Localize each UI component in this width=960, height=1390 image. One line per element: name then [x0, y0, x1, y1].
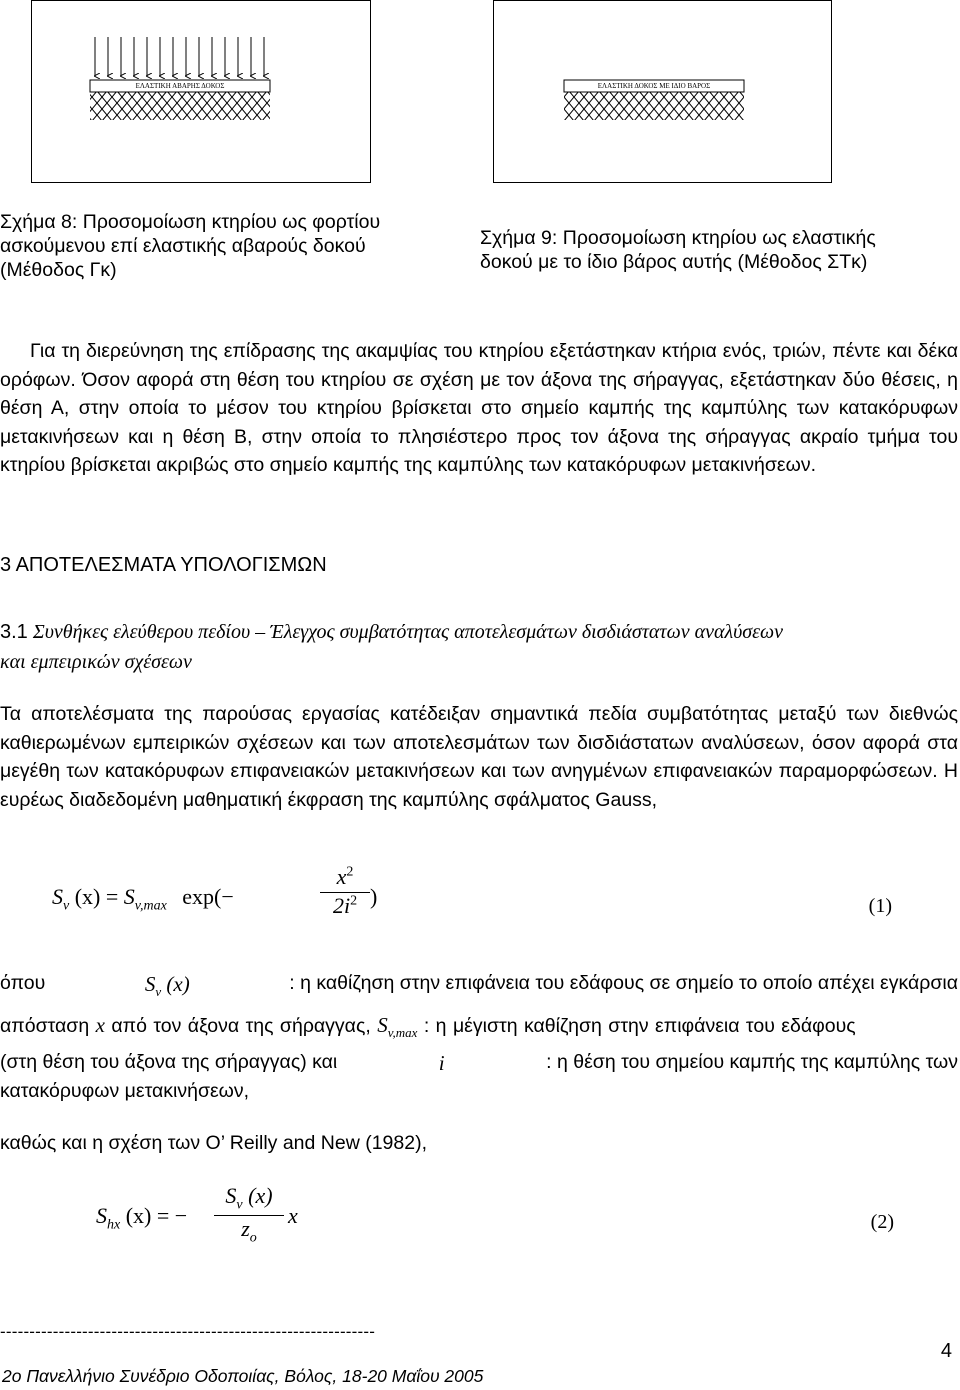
load-arrows [95, 37, 264, 76]
figure-8-drawing [32, 1, 370, 182]
figure-9 [493, 0, 832, 183]
beam-label: ΕΛΑΣΤΙΚΗ ΑΒΑΡΗΣ ΔΟΚΟΣ [135, 82, 225, 90]
spring-hatching [564, 92, 744, 120]
footer-rule: ---------------------------------------------------------------- [0, 1322, 376, 1341]
oreilly-line: καθώς και η σχέση των O’ Reilly and New (1982), [0, 1132, 428, 1154]
section-3-heading: 3 ΑΠΟΤΕΛΕΣΜΑΤΑ ΥΠΟΛΟΓΙΣΜΩΝ [0, 554, 327, 576]
paragraph-1: Για τη διερεύνηση της επίδρασης της ακαμψίας του κτηρίου εξετάστηκαν κτήρια ενός, τριών, πέντε και δέκα ορόφων. Όσον αφορά στη θέση του κτηρίου σε σχέση με τον άξονα της σήραγγας, εξετάστηκαν δύο θέσεις, η θέση Α, στην οποία το μέσον του κτηρίου βρίσκεται στο σημείο καμπής της καμπύλης των κατακόρυφων μετακινήσεων και η θέση Β, στην οποία το πλησιέστερο προς τον άξονα της σήραγγας ακραίο τμήμα του κτηρίου βρίσκεται ακριβώς στο σημείο καμπής της καμπύλης των κατακόρυφων μετακινήσεων. [0, 340, 958, 477]
where-line-2: απόσταση x από τον άξονα της σήραγγας, $S_{v,max}$ : η μέγιστη καθίζηση στην επιφάνεια του εδάφους [0, 1013, 856, 1041]
beam-label: ΕΛΑΣΤΙΚΗ ΔΟΚΟΣ ΜΕ ΙΔΙΟ ΒΑΡΟΣ [597, 82, 711, 90]
figure-8-caption: Σχήμα 8: Προσομοίωση κτηρίου ως φορτίου ασκούμενου επί ελαστικής αβαρούς δοκού (Μέθοδος Γκ) [0, 211, 381, 281]
section-3-1-title: Συνθήκες ελεύθερου πεδίου – Έλεγχος συμβατότητας αποτελεσμάτων δισδιάστατων αναλύσεων [32, 621, 784, 643]
equation-1-number: (1) [868, 895, 892, 917]
figure-8 [31, 0, 371, 183]
section-3-1-heading: 3.1 Συνθήκες ελεύθερου πεδίου – Έλεγχος συμβατότητας αποτελεσμάτων δισδιάστατων αναλύσεων και εμπειρικών σχέσεων [0, 621, 784, 673]
figure-9-caption: Σχήμα 9: Προσομοίωση κτηρίου ως ελαστικής δοκού με το ίδιο βάρος αυτής (Μέθοδος ΣΤκ) [480, 227, 876, 273]
where-line-1: όπου $S_v$ (x) : η καθίζηση στην επιφάνεια του εδάφους σε σημείο το οποίο απέχει εγκάρσια [0, 972, 958, 1000]
where-line-3: (στη θέση του άξονα της σήραγγας) και i : η θέση του σημείου καμπής της καμπύλης των [0, 1051, 958, 1075]
footer-text: 2ο Πανελλήνιο Συνέδριο Οδοποιίας, Βόλος, 18-20 Μαΐου 2005 [2, 1366, 484, 1386]
spring-hatching [90, 92, 270, 120]
paragraph-2: Τα αποτελέσματα της παρούσας εργασίας κατέδειξαν σημαντικά πεδία συμβατότητας μεταξύ των διεθνώς καθιερωμένων εμπειρικών σχέσεων και των αποτελεσμάτων των δισδιάστατων αναλύσεων, όσον αφορά στα μεγέθη των κατακόρυφων επιφανειακών μετακινήσεων και των ανηγμένων επιφανειακών παραμορφώσεων. Η ευρέως διαδεδομένη μαθηματική έκφραση της καμπύλης σφάλματος Gauss, [0, 703, 958, 811]
figure-9-drawing [494, 1, 831, 182]
equation-2-number: (2) [870, 1211, 894, 1233]
page-number: 4 [940, 1340, 952, 1362]
where-line-4: κατακόρυφων μετακινήσεων, [0, 1080, 250, 1102]
